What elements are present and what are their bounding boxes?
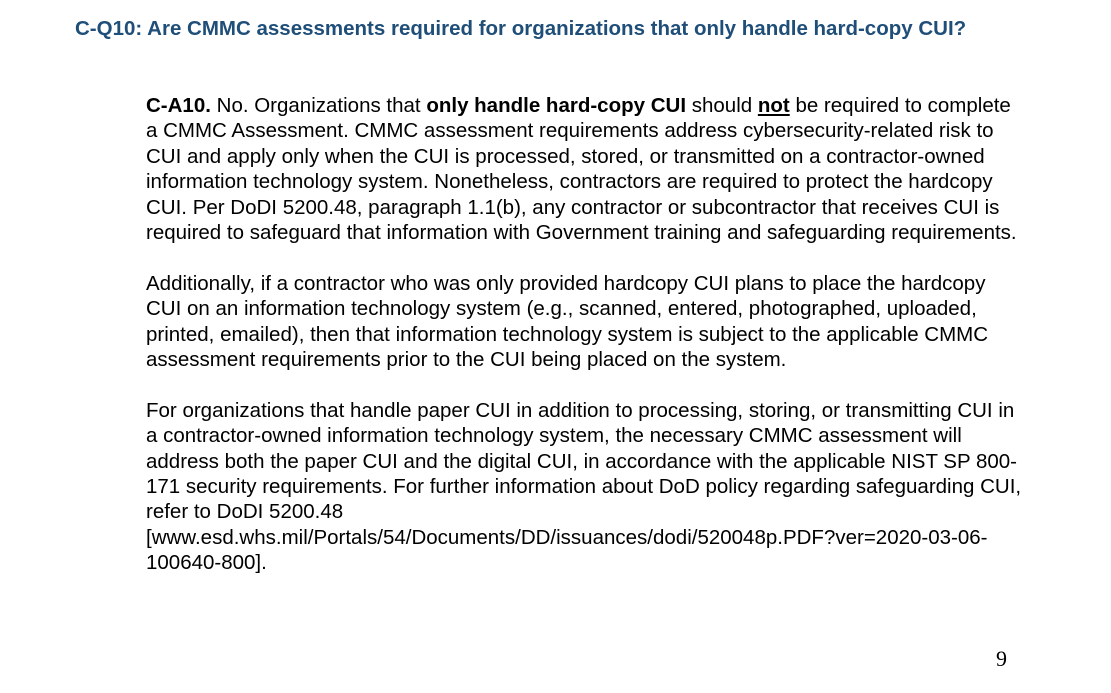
answer-paragraph-1 [146,93,1026,245]
answer-p1-bold-phrase: only handle hard-copy CUI [426,94,687,117]
question-text: Are CMMC assessments required for organizations that only handle hard-copy CUI? [147,17,967,40]
answer-p1-text-3: be required to complete a CMMC Assessment. CMMC assessment requirements address cybersecurity-related risk to CUI and apply only when the CUI is processed, stored, or transmitted on a contractor-owned information technology system. Nonetheless, contractors are required to protect the hardcopy CUI. Per DoDI 5200.48, paragraph 1.1(b), any contractor or subcontractor that receives CUI is required to safeguard that information with Government training and safeguarding requirements. [146,94,1017,245]
answer-p1-text-1: No. Organizations that [216,94,421,117]
answer-paragraph-2: Additionally, if a contractor who was only provided hardcopy CUI plans to place the hardcopy CUI on an information technology system (e.g., scanned, entered, photographed, uploaded, printed, emailed), then that information technology system is subject to the applicable CMMC assessment requirements prior to the CUI being placed on the system. [146,271,989,372]
answer-paragraph-3: For organizations that handle paper CUI in addition to processing, storing, or transmitting CUI in a contractor-owned information technology system, the necessary CMMC assessment will address both the paper CUI and the digital CUI, in accordance with the applicable NIST SP 800-171 security requirements. For further information about DoD policy regarding safeguarding CUI, refer to DoDI 5200.48 [www.esd.whs.mil/Portals/54/Documents/DD/issuances/dodi/520048p.PDF?ver=2020-03-06-100640-800]. [146,398,1022,575]
answer-p1-emphasis-not: not [757,94,790,117]
answer-p1-text-2: should [691,94,753,117]
page-number: 9 [996,646,1007,671]
question-heading [75,16,1015,41]
answer-label: C-A10. [146,94,211,117]
answer-block [146,93,1026,576]
question-id: C-Q10: [75,17,143,40]
